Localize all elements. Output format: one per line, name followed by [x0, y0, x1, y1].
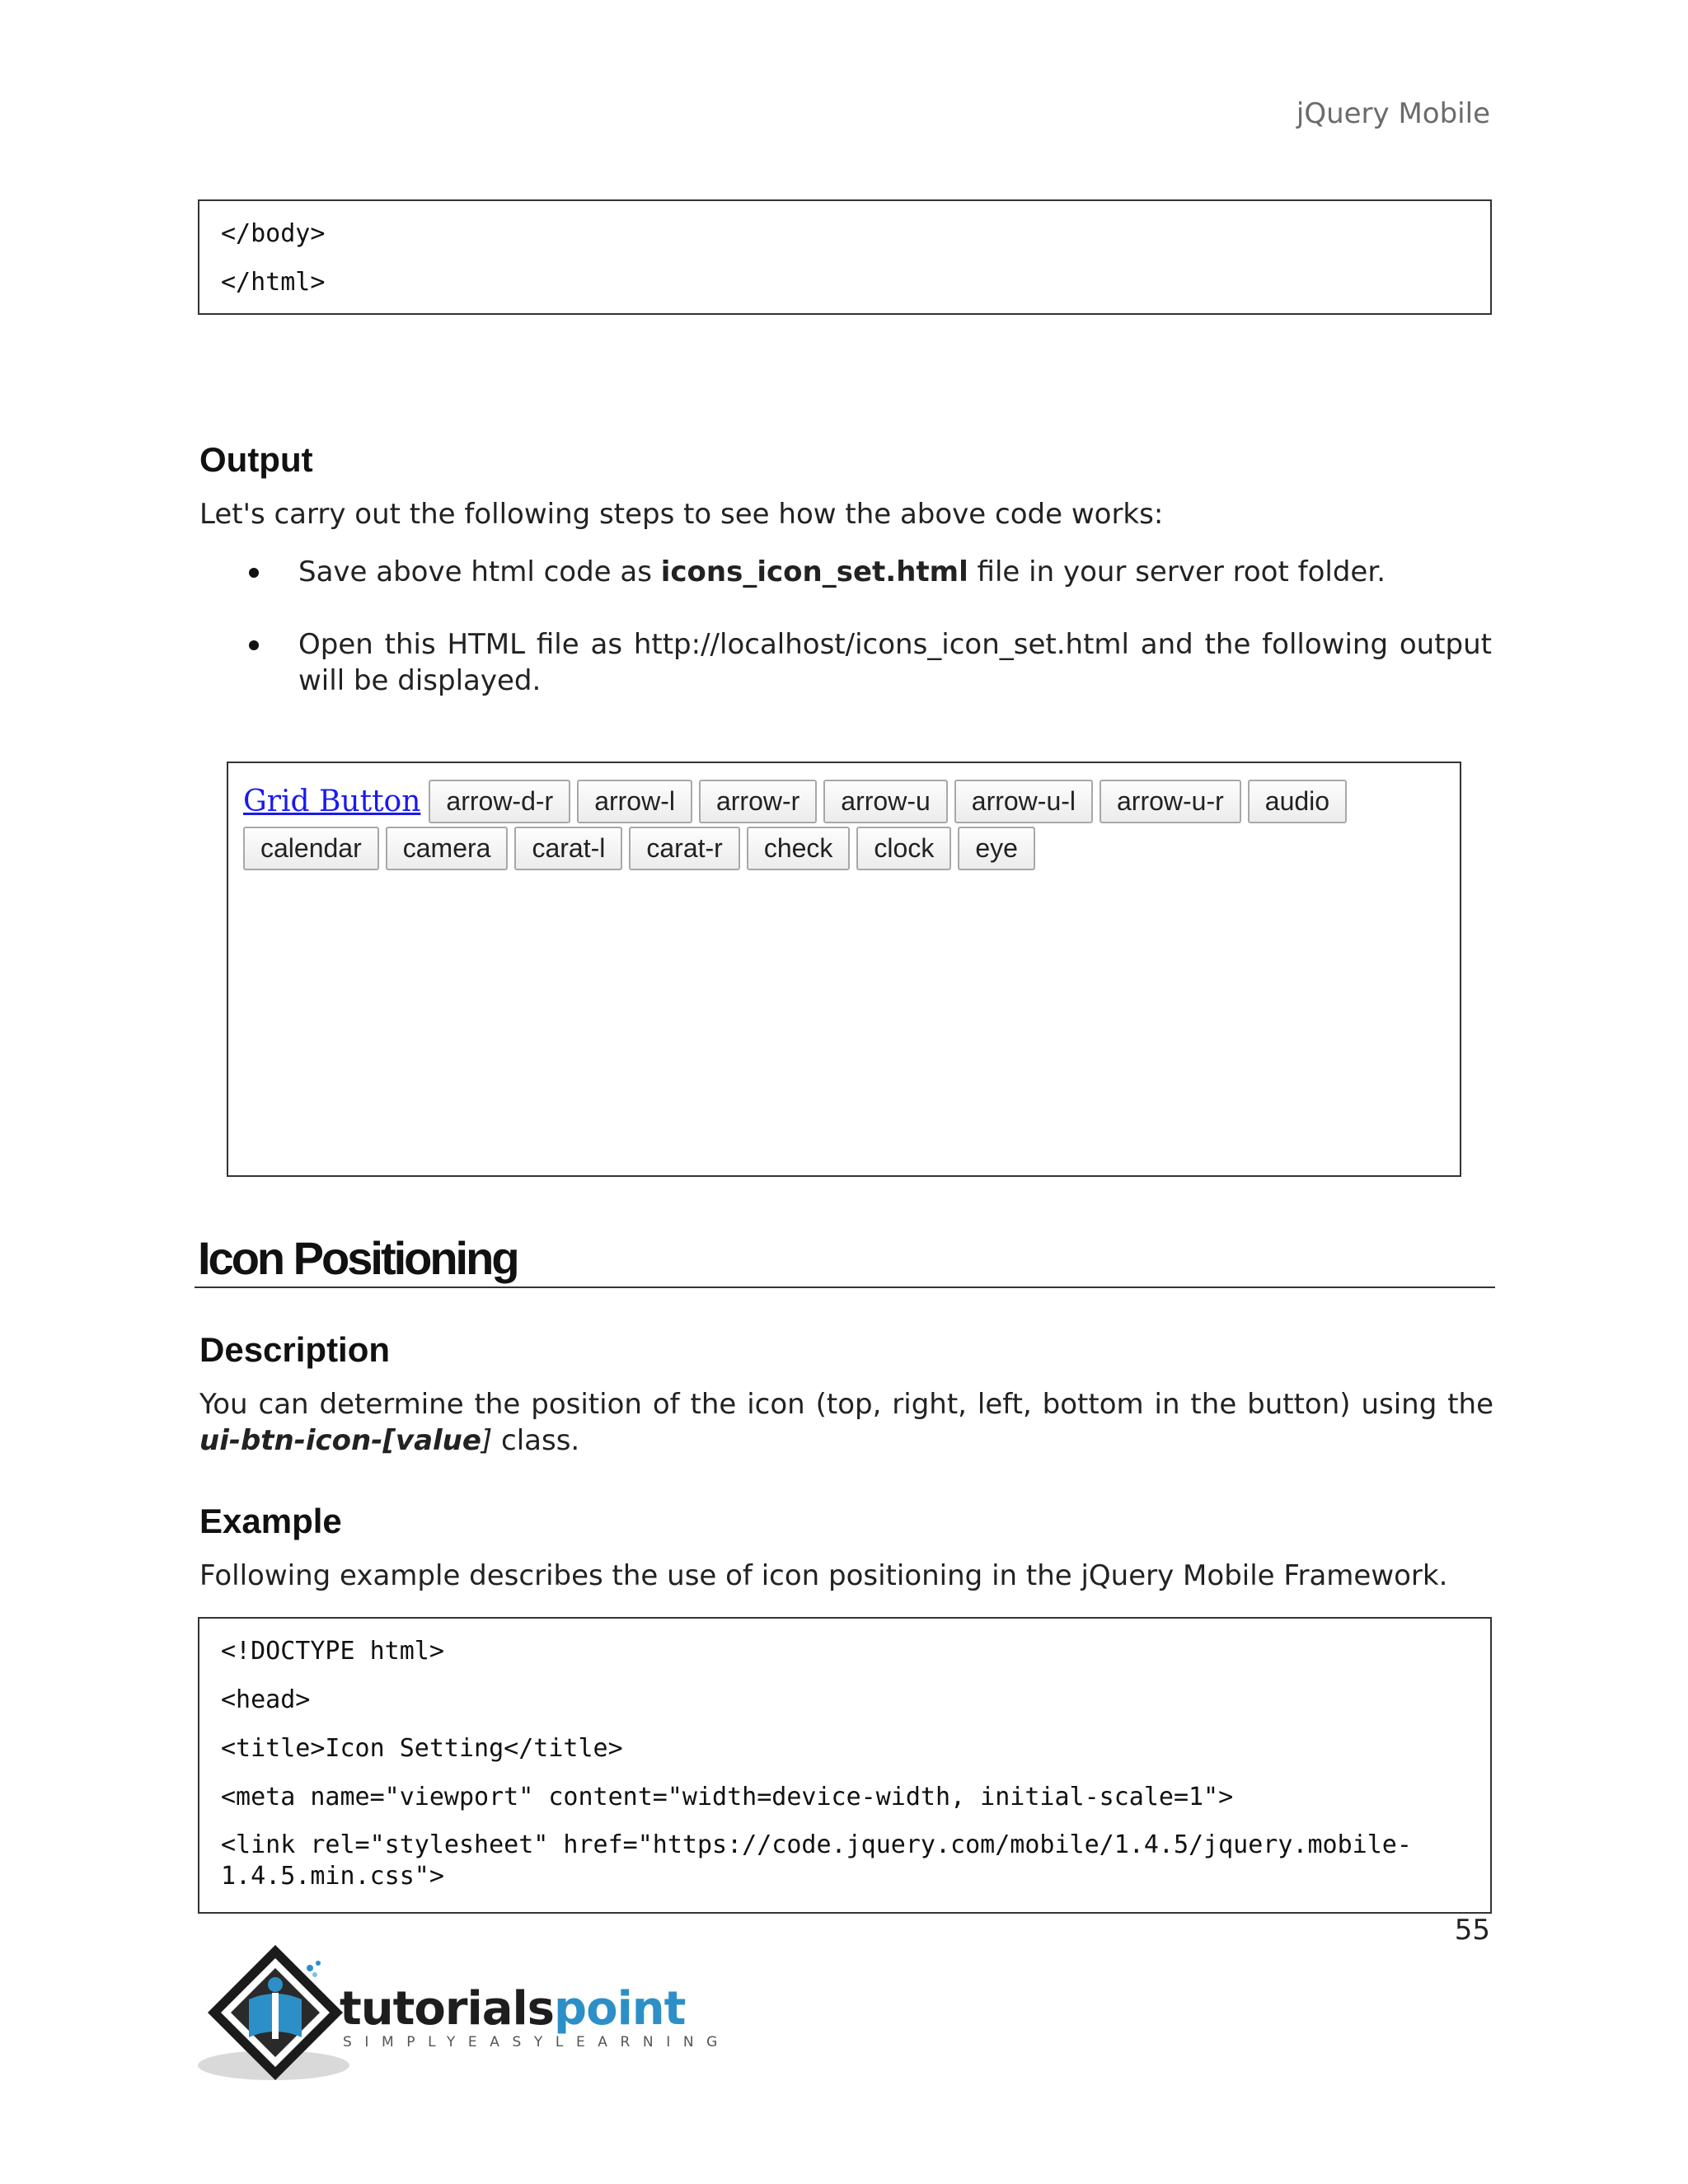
clock-button[interactable]: clock — [856, 827, 951, 870]
eye-button[interactable]: eye — [958, 827, 1035, 870]
calendar-button[interactable]: calendar — [243, 827, 379, 870]
arrow-d-r-button[interactable]: arrow-d-r — [429, 780, 570, 823]
camera-button[interactable]: camera — [386, 827, 509, 870]
bullet-icon — [249, 568, 259, 578]
code-line: <meta name="viewport" content="width=device-width, initial-scale=1"> — [221, 1783, 1234, 1811]
check-button[interactable]: check — [747, 827, 851, 870]
class-name: ui-btn-icon-[value — [199, 1424, 481, 1457]
logo-text-point: point — [554, 1982, 686, 2036]
example-heading: Example — [199, 1502, 342, 1540]
code-line: <head> — [221, 1685, 311, 1714]
carat-r-button[interactable]: carat-r — [629, 827, 739, 870]
arrow-u-button[interactable]: arrow-u — [823, 780, 947, 823]
audio-button[interactable]: audio — [1248, 780, 1347, 823]
section-rule — [195, 1286, 1495, 1288]
filename: icons_icon_set.html — [660, 555, 968, 588]
logo-tagline: SIMPLYEASYLEARNING — [343, 2034, 730, 2050]
description-post: class. — [492, 1424, 580, 1457]
arrow-r-button[interactable]: arrow-r — [699, 780, 817, 823]
bullet-icon — [249, 640, 259, 650]
steps-list — [199, 554, 1492, 699]
output-intro: Let's carry out the following steps to see how the above code works: — [199, 498, 1164, 531]
code-line: <!DOCTYPE html> — [221, 1637, 444, 1666]
page-number: 55 — [1454, 1914, 1490, 1947]
tutorialspoint-logo — [195, 1940, 730, 2088]
grid-button-link[interactable]: Grid Button — [243, 785, 421, 818]
code-line: <title>Icon Setting</title> — [221, 1734, 623, 1763]
description-pre: You can determine the position of the icon (top, right, left, bottom in the button) using the — [199, 1388, 1493, 1421]
bullet-text: Open this HTML file as http://localhost/icons_icon_set.html and the following output will be displayed. — [298, 628, 1492, 697]
bullet-text-post: file in your server root folder. — [968, 555, 1386, 588]
description-text — [199, 1386, 1493, 1459]
arrow-u-l-button[interactable]: arrow-u-l — [954, 780, 1093, 823]
button-row-2 — [243, 827, 1460, 870]
code-block-top — [198, 199, 1492, 315]
arrow-l-button[interactable]: arrow-l — [577, 780, 692, 823]
list-item — [199, 626, 1492, 699]
list-item — [199, 554, 1492, 590]
output-heading: Output — [199, 440, 313, 479]
button-row-1 — [243, 780, 1460, 823]
output-screenshot — [227, 762, 1461, 1177]
example-text: Following example describes the use of icon positioning in the jQuery Mobile Framework. — [199, 1559, 1448, 1592]
code-line: </html> — [221, 268, 326, 297]
code-line: <link rel="stylesheet" href="https://code.jquery.com/mobile/1.4.5/jquery.mobile-1.4.5.min.css"> — [221, 1830, 1412, 1891]
logo-text-tutorials: tutorials — [340, 1982, 555, 2036]
arrow-u-r-button[interactable]: arrow-u-r — [1100, 780, 1241, 823]
class-name-end: ] — [481, 1424, 493, 1457]
code-block-bottom — [198, 1617, 1492, 1914]
description-heading: Description — [199, 1330, 391, 1369]
bullet-text-pre: Save above html code as — [298, 555, 661, 588]
running-header: jQuery Mobile — [1296, 97, 1490, 130]
code-line: </body> — [221, 219, 326, 248]
carat-l-button[interactable]: carat-l — [514, 827, 622, 870]
section-title: Icon Positioning — [198, 1232, 518, 1284]
